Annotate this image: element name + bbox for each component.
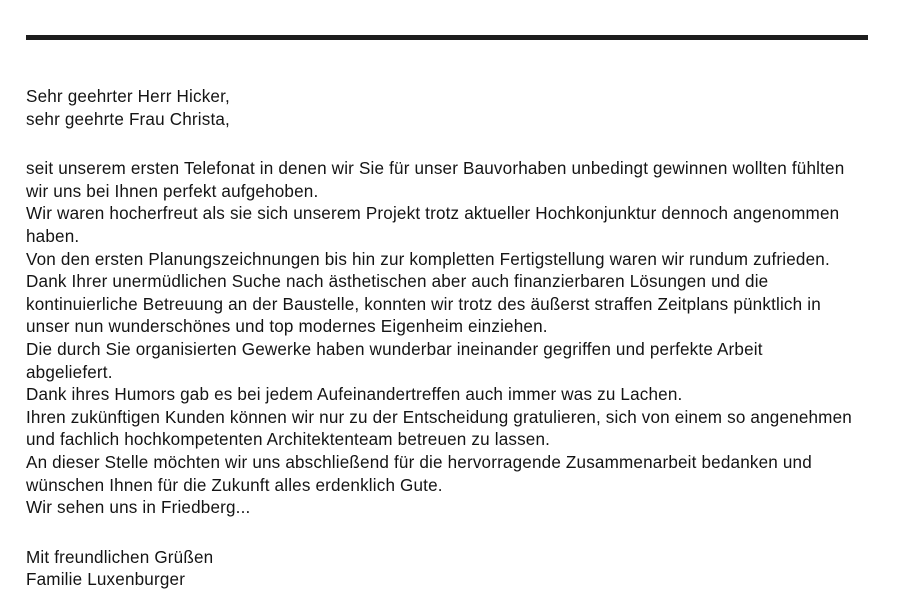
body-line: Wir waren hocherfreut als sie sich unserem Projekt trotz aktueller Hochkonjunktur dennoch angenommen: [26, 204, 840, 224]
body-line: wünschen Ihnen für die Zukunft alles erdenklich Gute.: [26, 475, 443, 495]
salutation-block: [26, 86, 872, 131]
body-line: An dieser Stelle möchten wir uns abschließend für die hervorragende Zusammenarbeit bedanken und: [26, 452, 812, 472]
body-line: kontinuierliche Betreuung an der Baustelle, konnten wir trotz des äußerst straffen Zeitplans pünktlich in: [26, 294, 821, 314]
body-line: seit unserem ersten Telefonat in denen wir Sie für unser Bauvorhaben unbedingt gewinnen wollten fühlten: [26, 159, 845, 179]
body-line: unser nun wunderschönes und top modernes Eigenheim einziehen.: [26, 317, 548, 337]
body-line: und fachlich hochkompetenten Architektenteam betreuen zu lassen.: [26, 430, 551, 450]
body-line: wir uns bei Ihnen perfekt aufgehoben.: [26, 181, 319, 201]
salutation-line: Sehr geehrter Herr Hicker,: [26, 87, 230, 106]
closing-block: [26, 547, 872, 592]
body-line: Von den ersten Planungszeichnungen bis hin zur kompletten Fertigstellung waren wir rundum zufrieden.: [26, 249, 830, 269]
body-line: Wir sehen uns in Friedberg...: [26, 498, 251, 518]
body-line: Die durch Sie organisierten Gewerke haben wunderbar ineinander gegriffen und perfekte Arbeit: [26, 339, 763, 359]
closing-salutation: Mit freundlichen Grüßen: [26, 547, 214, 567]
body-line: Dank Ihrer unermüdlichen Suche nach ästhetischen aber auch finanzierbaren Lösungen und die: [26, 272, 769, 292]
header-horizontal-rule: [26, 35, 868, 40]
body-paragraph: [26, 158, 872, 520]
salutation-line: sehr geehrte Frau Christa,: [26, 109, 230, 129]
signature-name: Familie Luxenburger: [26, 570, 186, 590]
body-line: Ihren zukünftigen Kunden können wir nur zu der Entscheidung gratulieren, sich von einem so angenehmen: [26, 407, 852, 427]
body-line: abgeliefert.: [26, 362, 113, 382]
body-line: Dank ihres Humors gab es bei jedem Aufeinandertreffen auch immer was zu Lachen.: [26, 385, 683, 405]
letter-body: [26, 86, 872, 592]
body-line: haben.: [26, 226, 80, 246]
